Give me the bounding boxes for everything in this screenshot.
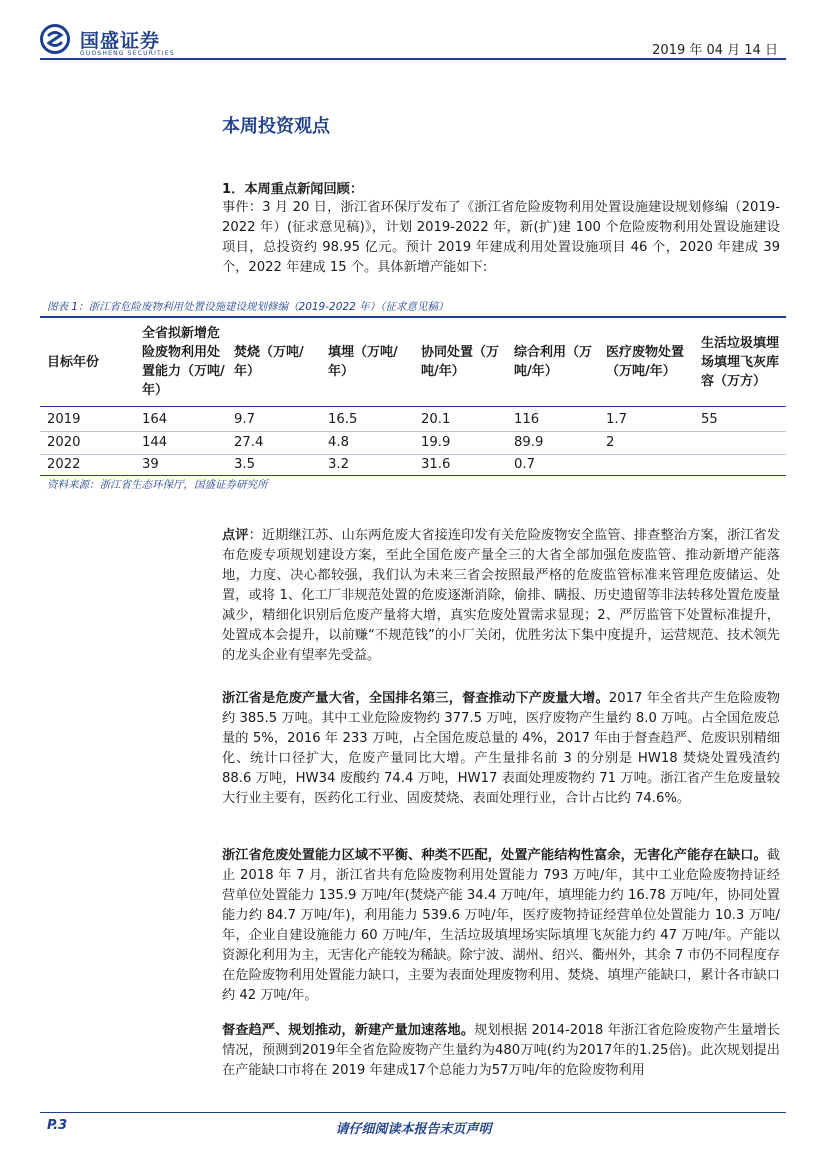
section-title: 本周投资观点 [222, 116, 330, 137]
zhejiang-output-body: 2017 年全省共产生危险废物约 385.5 万吨。其中工业危险废物约 377.5 万吨，医疗废物产生量约 8.0 万吨。占全国危废总量的 5%，2016 年 233 万吨，占全国危废总量的 4%，2017 年由于督查趋严、危废识别精细化、统计口径扩大，危废产量同比大增。产生量排名前 3 的分别是 HW18 焚烧处置残渣约 88.6 万吨，HW34 废酸约 74.4 万吨，HW17 表面处理废物约 71 万吨。浙江省产生危废量较大行业主要有，医药化工行业、固废焚烧、表面处理行业，合计占比约 74.6%。 [222, 691, 780, 806]
logo-text: 国盛证券 [80, 30, 161, 52]
table-cell: 39 [142, 457, 159, 472]
logo-subtitle: GUOSHENG SECURITIES [80, 50, 175, 57]
table-cell: 27.4 [234, 435, 264, 450]
zhejiang-capacity-body: 截止 2018 年 7 月，浙江省共有危险废物利用处置能力 793 万吨/年，其中工业危险废物持证经营单位处置能力 135.9 万吨/年(焚烧产能 34.4 万吨/年，填埋能力约 16.78 万吨/年，协同处置能力约 84.7 万吨/年)，利用能力 539.6 万吨/年，医疗废物持证经营单位处置能力 10.3 万吨/年，企业自建设施能力 60 万吨/年，生活垃圾填埋场实际填埋飞灰能力约 47 万吨/年。产能以资源化利用为主，无害化产能较为稀缺。除宁波、湖州、绍兴、衢州外，其余 7 市仍不同程度存在危险废物利用处置能力缺口，主要为表面处理废物利用、焚烧、填埋产能缺口，累计各市缺口约 42 万吨/年。 [222, 848, 780, 1003]
table-cell: 3.5 [234, 457, 255, 472]
table-header-total: 全省拟新增危险废物利用处置能力（万吨/年） [142, 326, 225, 398]
table-cell: 89.9 [514, 435, 544, 450]
table-cell: 16.5 [328, 412, 358, 427]
page-header [0, 0, 827, 60]
report-date: 2019 年 04 月 14 日 [652, 43, 778, 58]
zhejiang-supervision-lead: 督查趋严、规划推动，新建产量加速落地。 [222, 1023, 475, 1038]
table-cell: 31.6 [421, 457, 451, 472]
table-header-utilization: 综合利用（万吨/年） [514, 345, 593, 379]
table-header-year: 目标年份 [47, 354, 100, 370]
table-header-landfill: 填埋（万吨/年） [328, 345, 398, 379]
table-cell: 4.8 [328, 435, 349, 450]
table-cell: 9.7 [234, 412, 255, 427]
table-header-flyash: 生活垃圾填埋场填埋飞灰库容（万方） [701, 335, 780, 389]
table-cell: 20.1 [421, 412, 451, 427]
table-cell: 2019 [47, 412, 81, 427]
zhejiang-supervision-body: 规划根据 2014-2018 年浙江省危险废物产生量增长情况，预测到2019年全省危险废物产生量约为480万吨(约为2017年的1.25倍)。此次规划提出在产能缺口市将在 2019 年建成17个总能力为57万吨/年的危险废物利用 [222, 1023, 780, 1078]
table-cell: 116 [514, 412, 540, 427]
table-header-coprocessing: 协同处置（万吨/年） [421, 345, 500, 379]
table-bottom-rule [40, 475, 786, 476]
table-cell: 1.7 [606, 412, 627, 427]
zhejiang-capacity-lead: 浙江省危废处置能力区域不平衡、种类不匹配，处置产能结构性富余，无害化产能存在缺口。 [222, 848, 767, 863]
footer-divider [40, 1112, 786, 1113]
table-row-divider [40, 454, 786, 455]
table-cell: 55 [701, 412, 718, 427]
comment-paragraph [222, 526, 780, 666]
comment-lead: 点评 [222, 528, 249, 543]
news-body: 事件：3 月 20 日，浙江省环保厅发布了《浙江省危险废物利用处置设施建设规划修编（2019-2022 年）(征求意见稿)》，计划 2019-2022 年，新(扩)建 100 个危险废物利用处置设施建设项目，总投资约 98.95 亿元。预计 2019 年建成利用处置设施项目 46 个，2020 年建成 39 个，2022 年建成 15 个。具体新增产能如下: [222, 200, 780, 275]
page-number: P.3 [47, 1118, 68, 1133]
table-cell: 19.9 [421, 435, 451, 450]
table-cell: 3.2 [328, 457, 349, 472]
table-source: 资料来源：浙江省生态环保厅，国盛证券研究所 [47, 479, 268, 491]
zhejiang-output-lead: 浙江省是危废产量大省，全国排名第三，督查推动下产废量大增。 [222, 691, 609, 706]
table-row-divider [40, 431, 786, 432]
news-heading: 1．本周重点新闻回顾： [222, 182, 364, 197]
table-cell: 2022 [47, 457, 81, 472]
zhejiang-capacity-paragraph [222, 846, 780, 1006]
table-header-medical: 医疗废物处置（万吨/年） [606, 345, 685, 379]
table-cell: 2 [606, 435, 615, 450]
guosheng-logo-icon [40, 24, 70, 54]
table-header-incineration: 焚烧（万吨/年） [234, 345, 304, 379]
table-header-rule [40, 406, 786, 407]
table-cell: 2020 [47, 435, 81, 450]
zhejiang-supervision-paragraph [222, 1021, 780, 1081]
table-caption: 图表 1：浙江省危险废物利用处置设施建设规划修编（2019-2022 年）（征求意见稿） [47, 301, 449, 313]
header-divider [40, 58, 786, 60]
table-cell: 164 [142, 412, 168, 427]
comment-body: ：近期继江苏、山东两危废大省接连印发有关危险废物安全监管、排查整治方案，浙江省发布危废专项规划建设方案，至此全国危废产量全三的大省全部加强危废监管、推动新增产能落地，力度、决心都较强，我们认为未来三省会按照最严格的危废监管标准来管理危废储运、处置，或将 1、化工厂非规范处置的危废逐渐消除，偷排、瞒报、历史遗留等非法转移处置危废量减少，精细化识别后危废产量将大增，真实危废处置需求显现；2、严厉监管下处置标准提升，处置成本会提升，以前赚“不规范钱”的小厂关闭，优胜劣汰下集中度提升，运营规范、技术领先的龙头企业有望率先受益。 [222, 528, 780, 663]
table-cell: 0.7 [514, 457, 535, 472]
zhejiang-output-paragraph [222, 689, 780, 809]
table-cell: 144 [142, 435, 168, 450]
footer-disclaimer: 请仔细阅读本报告末页声明 [335, 1122, 492, 1137]
